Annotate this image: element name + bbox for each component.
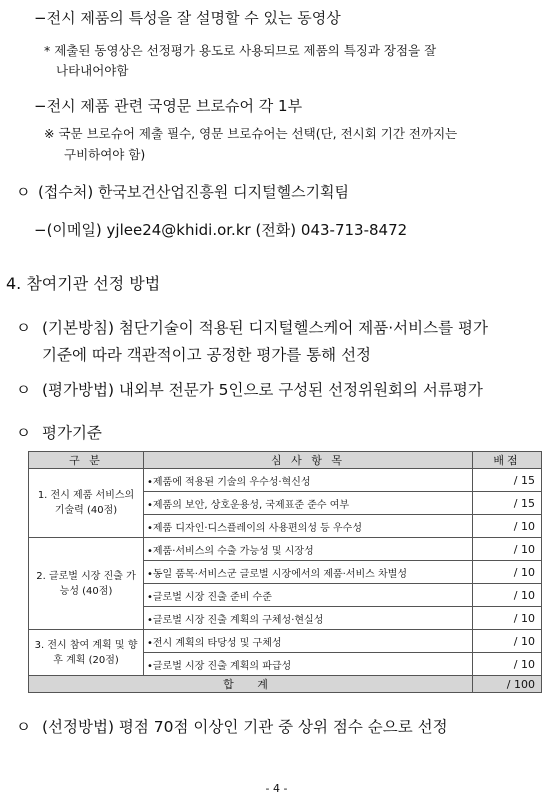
brochure-note-line <box>44 124 457 142</box>
contact-text: (이메일) yjlee24@khidi.or.kr (전화) 043-713-8472 <box>46 221 408 239</box>
score-cell: / 10 <box>473 515 542 538</box>
criterion-cell: •제품·서비스의 수출 가능성 및 시장성 <box>144 538 473 561</box>
table-header-row <box>29 452 542 469</box>
evaluation-method-text: (평가방법) 내외부 전문가 5인으로 구성된 선정위원회의 서류평가 <box>42 381 483 399</box>
basic-policy-line <box>16 316 488 338</box>
score-cell: / 10 <box>473 607 542 630</box>
evaluation-criteria-text: 평가기준 <box>42 424 102 442</box>
circle-bullet-icon: ㅇ <box>16 424 31 442</box>
category-exhibition-plan: 3. 전시 참여 계획 및 향후 계획 (20점) <box>29 630 144 676</box>
header-criteria: 심 사 항 목 <box>144 452 473 469</box>
total-score: / 100 <box>473 676 542 693</box>
video-note-line <box>44 41 436 59</box>
evaluation-criteria-line <box>16 421 102 443</box>
criterion-cell: •글로벌 시장 진출 계획의 파급성 <box>144 653 473 676</box>
score-cell: / 10 <box>473 561 542 584</box>
page-number: - 4 - <box>265 782 288 795</box>
basic-policy-text: (기본방침) 첨단기술이 적용된 디지털헬스케어 제품·서비스를 평가 <box>42 319 488 337</box>
dash-marker: − <box>34 9 47 27</box>
category-global-market: 2. 글로벌 시장 진출 가능성 (40점) <box>29 538 144 630</box>
criterion-cell: •전시 계획의 타당성 및 구체성 <box>144 630 473 653</box>
evaluation-method-line <box>16 378 483 400</box>
score-cell: / 10 <box>473 630 542 653</box>
video-requirement-text: 전시 제품의 특성을 잘 설명할 수 있는 동영상 <box>46 9 341 27</box>
score-cell: / 15 <box>473 469 542 492</box>
contact-line <box>34 219 407 240</box>
header-score: 배점 <box>473 452 542 469</box>
criterion-cell: •제품의 보안, 상호운용성, 국제표준 준수 여부 <box>144 492 473 515</box>
criterion-cell: •글로벌 시장 진출 계획의 구체성·현실성 <box>144 607 473 630</box>
score-cell: / 10 <box>473 584 542 607</box>
dash-marker: − <box>34 97 47 115</box>
criterion-cell: •제품에 적용된 기술의 우수성·혁신성 <box>144 469 473 492</box>
table-row <box>29 630 542 653</box>
brochure-note-text: 국문 브로슈어 제출 필수, 영문 브로슈어는 선택(단, 전시회 기간 전까지는 <box>58 126 458 141</box>
table-total-row <box>29 676 542 693</box>
criterion-cell: •동일 품목·서비스군 글로벌 시장에서의 제품·서비스 차별성 <box>144 561 473 584</box>
evaluation-table <box>28 451 542 693</box>
total-label: 합 계 <box>29 676 473 693</box>
submission-office-line <box>16 181 349 202</box>
criterion-cell: •제품 디자인·디스플레이의 사용편의성 등 우수성 <box>144 515 473 538</box>
header-category: 구 분 <box>29 452 144 469</box>
score-cell: / 10 <box>473 653 542 676</box>
asterisk-marker: * <box>44 43 51 58</box>
circle-bullet-icon: ㅇ <box>16 319 31 337</box>
video-note-text: 제출된 동영상은 선정평가 용도로 사용되므로 제품의 특징과 장점을 잘 <box>54 43 437 58</box>
circle-bullet-icon: ㅇ <box>16 718 31 736</box>
score-cell: / 10 <box>473 538 542 561</box>
score-cell: / 15 <box>473 492 542 515</box>
selection-method-line <box>16 715 448 737</box>
section-4-title: 4. 참여기관 선정 방법 <box>6 274 161 293</box>
brochure-note-line-2: 구비하여야 함) <box>64 147 146 162</box>
circle-bullet-icon: ㅇ <box>16 381 31 399</box>
circle-bullet-icon: ㅇ <box>16 183 31 201</box>
submission-office-text: (접수처) 한국보건산업진흥원 디지털헬스기획팀 <box>38 183 350 201</box>
dash-marker: − <box>34 221 47 239</box>
video-requirement-line <box>34 7 341 28</box>
basic-policy-line-2: 기준에 따라 객관적이고 공정한 평가를 통해 선정 <box>42 346 372 364</box>
brochure-requirement-text: 전시 제품 관련 국영문 브로슈어 각 1부 <box>46 97 303 115</box>
reference-mark-marker: ※ <box>44 126 55 141</box>
table-row <box>29 538 542 561</box>
criterion-cell: •글로벌 시장 진출 준비 수준 <box>144 584 473 607</box>
category-technology: 1. 전시 제품 서비스의 기술력 (40점) <box>29 469 144 538</box>
selection-method-text: (선정방법) 평점 70점 이상인 기관 중 상위 점수 순으로 선정 <box>42 718 448 736</box>
video-note-line-2: 나타내어야함 <box>56 63 129 78</box>
brochure-requirement-line <box>34 95 302 116</box>
table-row <box>29 469 542 492</box>
